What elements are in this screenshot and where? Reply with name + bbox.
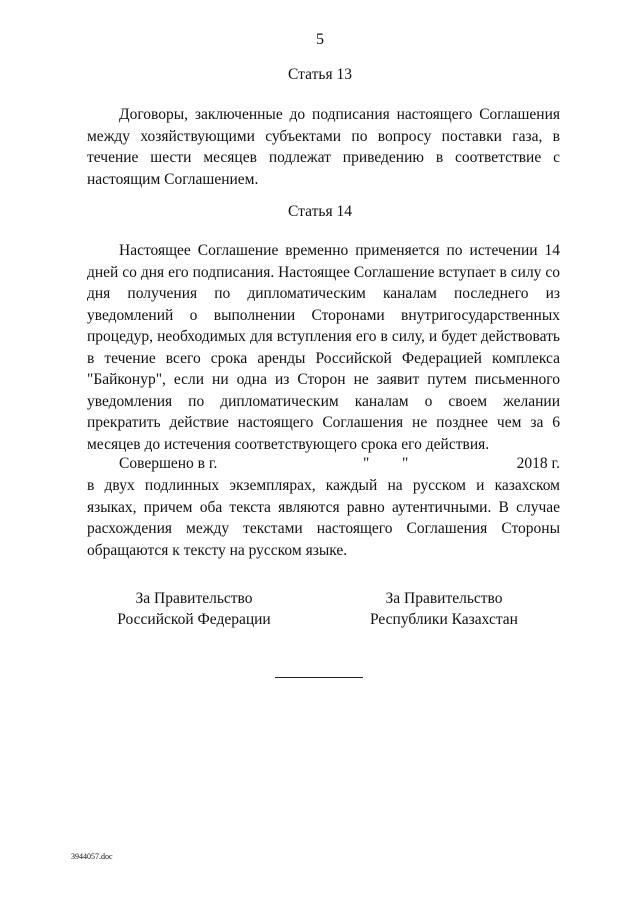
done-paragraph: в двух подлинных экземплярах, каждый на русском и казахском языках, причем оба текста являются равно аутентичными. В случае расхождения между текстами настоящего Соглашения Стороны обращаются к тексту на русском языке.	[87, 477, 560, 559]
done-line	[87, 455, 560, 477]
signature-kazakhstan-line1: За Правительство	[385, 590, 503, 607]
signature-russia-line1: За Правительство	[135, 590, 253, 607]
signature-kazakhstan-line2: Республики Казахстан	[370, 611, 518, 628]
signature-kazakhstan	[319, 588, 569, 630]
article-13-paragraph	[87, 104, 560, 190]
article-14-paragraph	[87, 240, 560, 455]
date-quote-open: "	[363, 455, 370, 472]
done-prefix: Совершено в г.	[119, 455, 218, 472]
article-14-text: Настоящее Соглашение временно применяется по истечении 14 дней со дня его подписания. Настоящее Соглашение вступает в силу со дня получения по дипломатическим каналам последнего из уведомлений о выполнении Сторонами внутригосударственных процедур, необходимых для вступления его в силу, и будет действовать в течение всего срока аренды Российской Федерацией комплекса "Байконур", если ни одна из Сторон не заявит путем письменного уведомления по дипломатическим каналам о своем желании прекратить действие настоящего Соглашения не позднее чем за 6 месяцев до истечения соответствующего срока его действия.	[87, 242, 560, 453]
signature-russia	[69, 588, 319, 630]
done-year: 2018 г.	[516, 455, 560, 472]
doc-reference: 3944057.doc	[71, 852, 113, 861]
article-13-text: Договоры, заключенные до подписания настоящего Соглашения между хозяйствующими субъектами по вопросу поставки газа, в течение шести месяцев подлежат приведению в соответствие с настоящим Соглашением.	[87, 106, 560, 188]
signature-russia-line2: Российской Федерации	[117, 611, 271, 628]
article-13-title: Статья 13	[288, 66, 352, 83]
date-quote-close: "	[402, 455, 409, 472]
article-14-title: Статья 14	[288, 203, 352, 220]
end-rule	[275, 677, 363, 678]
page-number: 5	[316, 31, 324, 48]
